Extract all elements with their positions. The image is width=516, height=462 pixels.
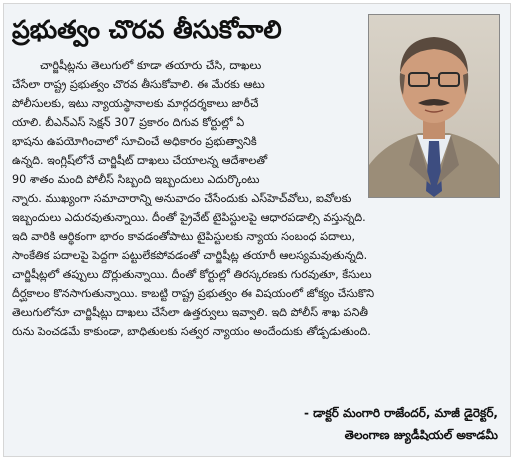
article-line: యాలి. బీఎన్‌ఎస్ సెక్షన్ 307 ప్రకారం దిగువ కోర్టుల్లో ఏ — [12, 116, 245, 129]
article-line: చార్జిషీట్లలో తప్పులు దొర్లుతున్నాయి. దీంతో కోర్టుల్లో తిరస్కరణకు గురవుతూ, కేసులు — [12, 268, 372, 281]
byline-name: - డాక్టర్ మంగారి రాజేందర్, మాజీ డైరెక్టర్, — [303, 406, 498, 420]
article-line: భాషను ఉపయోగించాలో సూచించే అధికారం ప్రభుత్వానికి — [12, 135, 257, 148]
article-headline: ప్రభుత్వం చొరవ తీసుకోవాలి — [12, 15, 282, 44]
article-line: పోలీసులకు, ఇటు న్యాయస్థానాలకు మార్గదర్శకాలు జారీచే — [12, 97, 259, 110]
article-line: ఇబ్బందులు ఎదురవుతున్నాయి. దీంతో ప్రైవేట్ టైపిస్టులపై ఆధారపడాల్సి వస్తున్నది. — [12, 211, 366, 224]
article-line: సాంకేతిక పదాలపై పెద్దగా పట్టులేకపోవడంతో చార్జిషీట్ల తయారీ ఆలస్యమవుతున్నది. — [12, 249, 368, 262]
byline-organization: తెలంగాణ జ్యుడీషియల్ అకాడమీ — [344, 428, 498, 442]
article-line: ఇది వారికి ఆర్థికంగా భారం కావడంతోపాటు టైపిస్టులకు న్యాయ సంబంధ పదాలు, — [12, 230, 356, 243]
author-byline — [304, 402, 498, 446]
article-line: తెలుగులోనూ చార్జిషీట్లు దాఖలు చేసేలా ఉత్తర్వులు ఇవ్వాలి. ఇది పోలీస్ శాఖ పనితీ — [12, 306, 369, 319]
article-body — [12, 56, 508, 341]
article-line: దీర్ఘకాలం కొనసాగుతున్నాయి. కాబట్టి రాష్ట్ర ప్రభుత్వం ఈ విషయంలో జోక్యం చేసుకొని — [12, 287, 375, 300]
article-line: రును పెంచడమే కాకుండా, బాధితులకు సత్వర న్యాయం అందేందుకు తోడ్పడుతుంది. — [12, 325, 371, 338]
article-line: ఉన్నది. ఇంగ్లిష్‌లోనే చార్జిషీట్ దాఖలు చేయాలన్న ఆదేశాలతో — [12, 154, 268, 167]
article-line: చార్జిషీట్లను తెలుగులో కూడా తయారు చేసి, దాఖలు — [40, 59, 262, 72]
newspaper-clipping — [3, 3, 511, 457]
article-line: చేసేలా రాష్ట్ర ప్రభుత్వం చొరవ తీసుకోవాలి. ఈ మేరకు ఆటు — [12, 78, 265, 91]
article-line: 90 శాతం మంది పోలీస్ సిబ్బంది ఇబ్బందులు ఎదుర్కొంటు — [12, 173, 260, 186]
article-line: న్నారు. ముఖ్యంగా సమాచారాన్ని అనువాదం చేసేందుకు ఎస్‌హెచ్‌వోలు, ఐవోలకు — [12, 192, 352, 205]
